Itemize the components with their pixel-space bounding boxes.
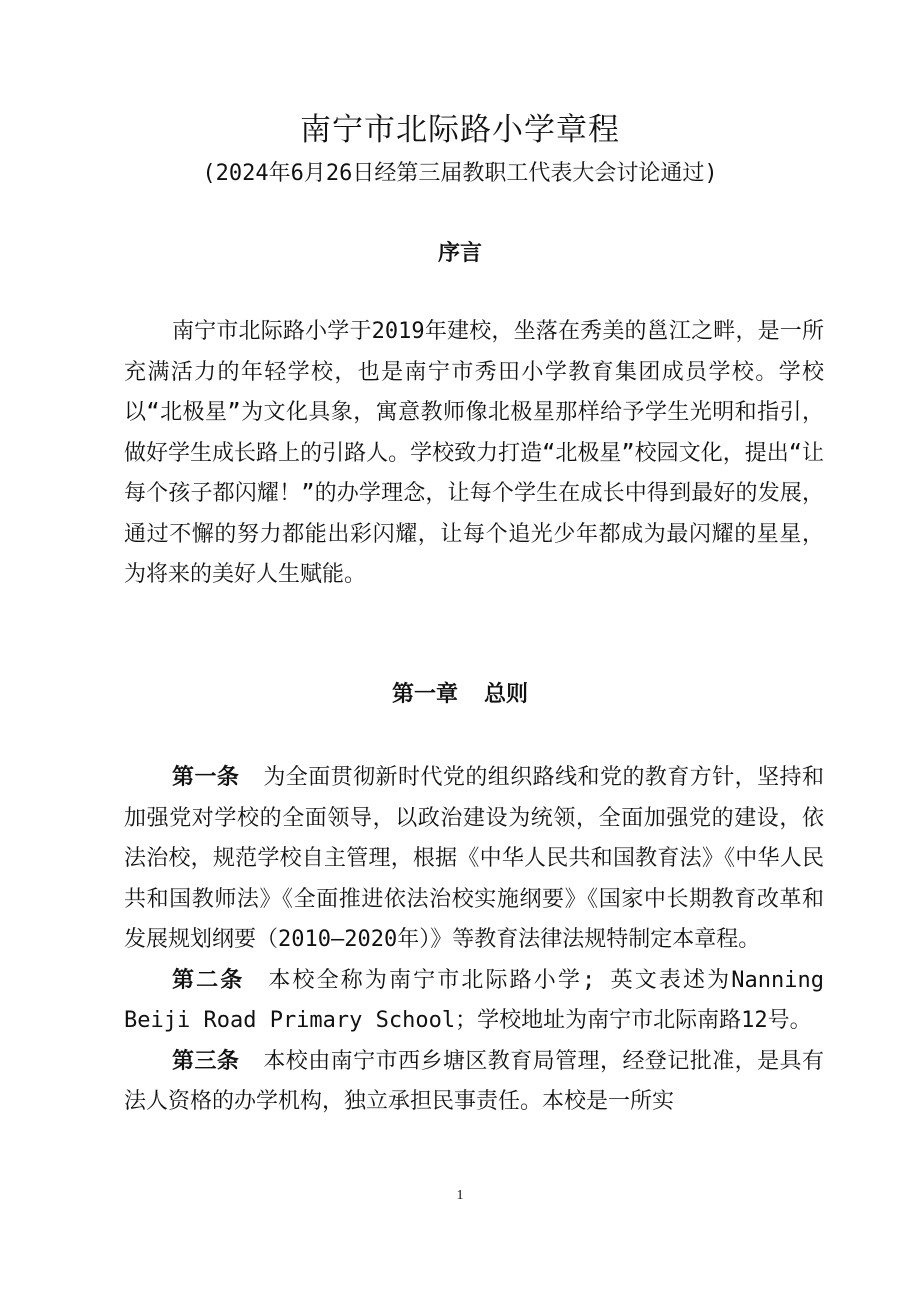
article-3 — [124, 1042, 824, 1123]
article-label: 第一条 — [172, 765, 240, 790]
preface-heading: 序言 — [437, 241, 482, 266]
preface-body: 南宁市北际路小学于2019年建校，坐落在秀美的邕江之畔，是一所充满活力的年轻学校，也是南宁市秀田小学教育集团成员学校。学校以“北极星”为文化具象，寓意教师像北极星那样给予学生光明和指引，做好学生成长路上的引路人。学校致力打造“北极星”校园文化，提出“让每个孩子都闪耀！”的办学理念，让每个学生在成长中得到最好的发展，通过不懈的努力都能出彩闪耀，让每个追光少年都成为最闪耀的星星，为将来的美好人生赋能。 — [124, 319, 824, 587]
chapter-name: 总则 — [484, 682, 529, 707]
article-list — [124, 758, 824, 1123]
article-text: 本校全称为南宁市北际路小学; 英文表述为Nanning Beiji Road Primary School；学校地址为南宁市北际南路12号。 — [124, 967, 824, 1033]
chapter-number: 第一章 — [391, 682, 458, 707]
article-1 — [124, 758, 824, 961]
article-2 — [124, 961, 824, 1042]
document-title: 南宁市北际路小学章程 — [300, 112, 620, 148]
article-text: 为全面贯彻新时代党的组织路线和党的教育方针，坚持和加强党对学校的全面领导，以政治建设为统领，全面加强党的建设，依法治校，规范学校自主管理，根据《中华人民共和国教育法》《中华人民共和国教师法》《全面推进依法治校实施纲要》《国家中长期教育改革和发展规划纲要（2010—2020年）》等教育法律法规特制定本章程。 — [124, 765, 824, 952]
page-number: 1 — [456, 1188, 464, 1203]
article-label: 第二条 — [172, 967, 245, 993]
chapter-heading — [0, 675, 920, 715]
article-label: 第三条 — [172, 1048, 240, 1074]
document-subtitle: (2024年6月26日经第三届教职工代表大会讨论通过) — [202, 161, 718, 186]
article-text: 本校由南宁市西乡塘区教育局管理，经登记批准，是具有法人资格的办学机构，独立承担民事责任。本校是一所实 — [124, 1048, 824, 1114]
